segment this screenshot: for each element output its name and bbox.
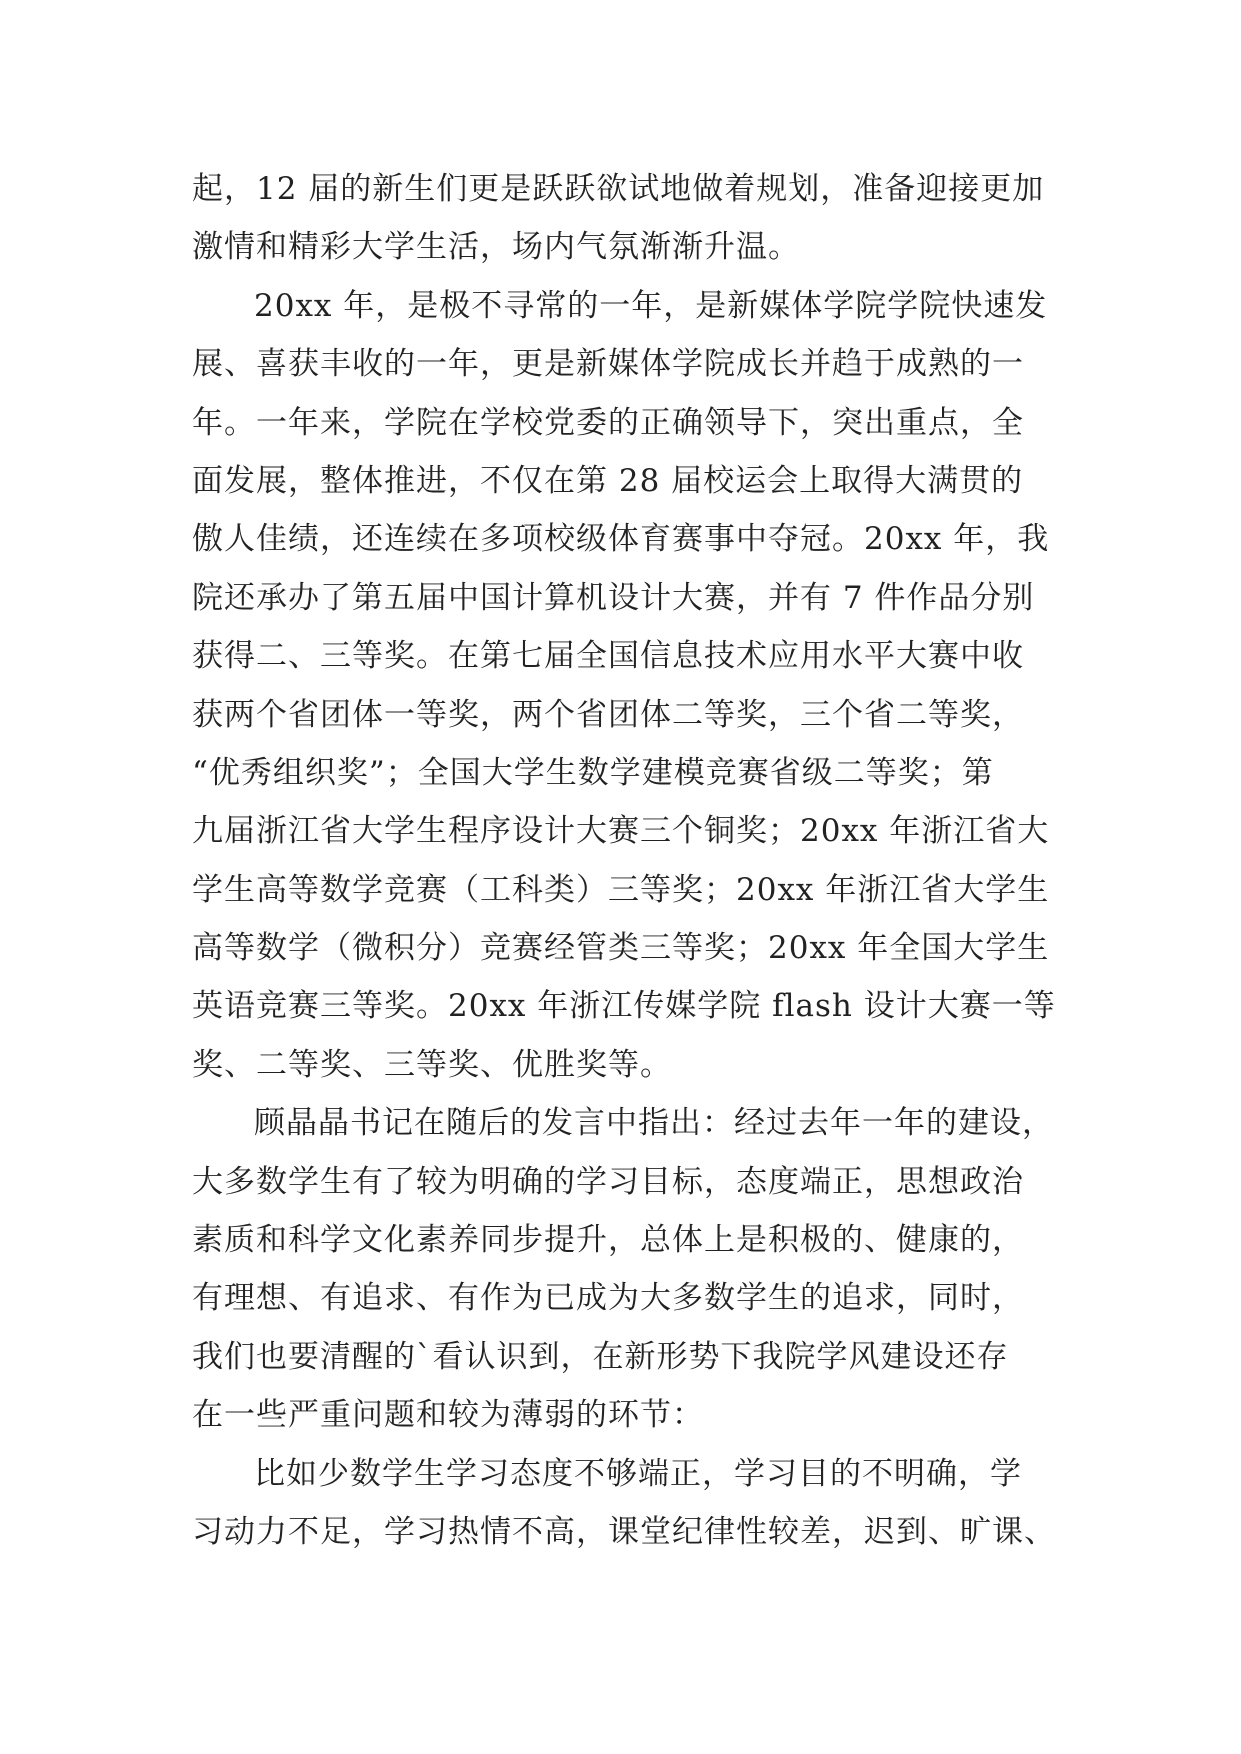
text-line: 获两个省团体一等奖，两个省团体二等奖，三个省二等奖， — [192, 696, 1024, 733]
text-line: 九届浙江省大学生程序设计大赛三个铜奖；20xx 年浙江省大 — [192, 813, 1050, 850]
text-line: 高等数学（微积分）竞赛经管类三等奖；20xx 年全国大学生 — [192, 930, 1050, 967]
text-line: 20xx 年，是极不寻常的一年，是新媒体学院学院快速发 — [254, 287, 1048, 324]
text-line: 英语竞赛三等奖。20xx 年浙江传媒学院 flash 设计大赛一等 — [192, 988, 1056, 1025]
text-line: 面发展，整体推进，不仅在第 28 届校运会上取得大满贯的 — [192, 462, 1024, 499]
text-line: 学生高等数学竞赛（工科类）三等奖；20xx 年浙江省大学生 — [192, 871, 1050, 908]
text-line: 院还承办了第五届中国计算机设计大赛，并有 7 件作品分别 — [192, 579, 1035, 616]
text-line: 比如少数学生学习态度不够端正，学习目的不明确，学 — [254, 1455, 1022, 1492]
text-line: “优秀组织奖”；全国大学生数学建模竞赛省级二等奖；第 — [192, 754, 994, 791]
text-line: 起，12 届的新生们更是跃跃欲试地做着规划，准备迎接更加 — [192, 171, 1045, 207]
text-line: 年。一年来，学院在学校党委的正确领导下，突出重点，全 — [192, 404, 1024, 441]
text-line: 展、喜获丰收的一年，更是新媒体学院成长并趋于成熟的一 — [192, 346, 1024, 383]
text-line: 我们也要清醒的`看认识到，在新形势下我院学风建设还存 — [192, 1338, 1009, 1375]
text-line: 在一些严重问题和较为薄弱的环节： — [192, 1397, 704, 1434]
text-line: 大多数学生有了较为明确的学习目标，态度端正，思想政治 — [192, 1163, 1024, 1200]
text-line: 激情和精彩大学生活，场内气氛渐渐升温。 — [192, 229, 800, 266]
text-line: 奖、二等奖、三等奖、优胜奖等。 — [192, 1046, 672, 1083]
text-line: 傲人佳绩，还连续在多项校级体育赛事中夺冠。20xx 年，我 — [192, 521, 1050, 558]
text-line: 习动力不足，学习热情不高，课堂纪律性较差，迟到、旷课、 — [192, 1513, 1056, 1550]
text-line: 素质和科学文化素养同步提升，总体上是积极的、健康的， — [192, 1222, 1024, 1259]
text-line: 获得二、三等奖。在第七届全国信息技术应用水平大赛中收 — [192, 638, 1024, 675]
text-line: 有理想、有追求、有作为已成为大多数学生的追求，同时， — [192, 1280, 1024, 1317]
text-line: 顾晶晶书记在随后的发言中指出：经过去年一年的建设， — [254, 1105, 1054, 1142]
body-text — [192, 160, 1056, 1561]
